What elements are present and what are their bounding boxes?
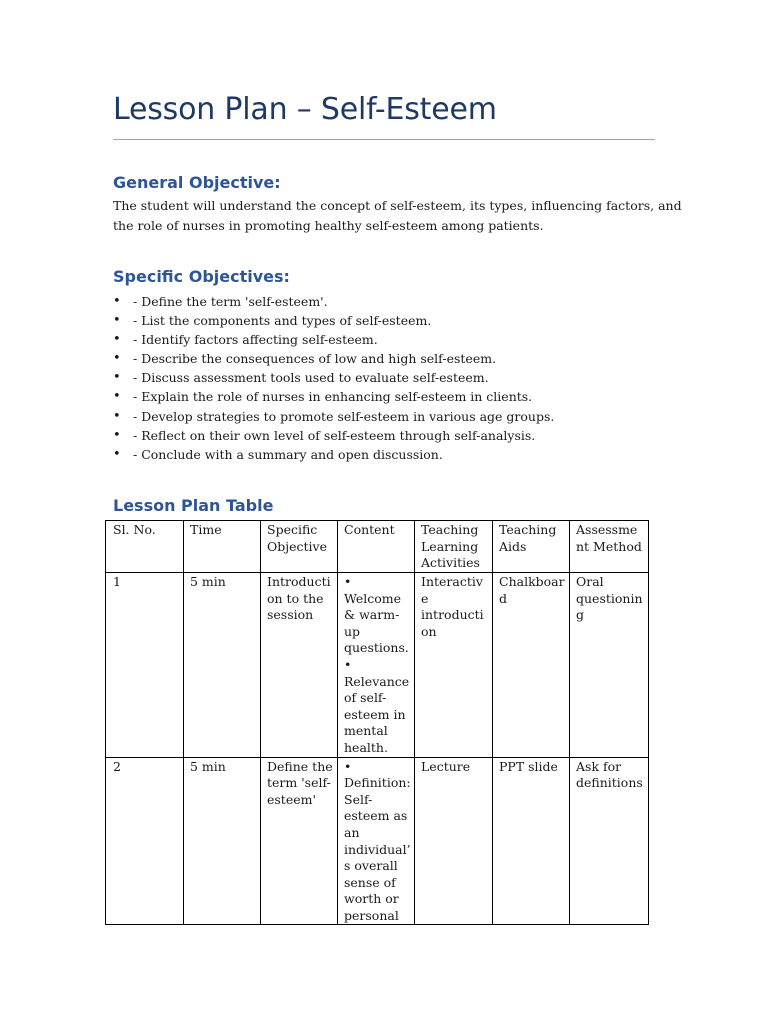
- cell-line: Specific: [267, 522, 318, 537]
- table-header-row: [106, 521, 649, 573]
- cell-line: questions.: [344, 640, 409, 656]
- cell-line: 5 min: [190, 758, 226, 774]
- cell-line: personal: [344, 907, 399, 923]
- paragraph-line: the role of nurses in promoting healthy self-esteem among patients.: [113, 218, 544, 233]
- specific-objectives-heading: Specific Objectives:: [113, 267, 290, 286]
- table-row: [106, 757, 649, 925]
- table-cell: [184, 757, 261, 925]
- table-cell: [106, 757, 184, 925]
- objective-text: - Define the term 'self-esteem'.: [133, 294, 328, 309]
- bullet-icon: •: [113, 427, 121, 443]
- paragraph-line: The student will understand the concept of self-esteem, its types, influencing factors, and: [113, 198, 682, 213]
- cell-line: Activities: [421, 555, 480, 571]
- table-cell: [261, 757, 338, 925]
- general-objective-heading: General Objective:: [113, 173, 281, 192]
- table-cell: [415, 573, 493, 758]
- cell-line: s overall: [344, 858, 398, 874]
- cell-line: sense of: [344, 874, 396, 890]
- cell-line: Content: [344, 522, 395, 537]
- lesson-plan-table-heading: Lesson Plan Table: [113, 496, 274, 515]
- objective-text: - Describe the consequences of low and high self-esteem.: [133, 351, 497, 367]
- bullet-icon: •: [113, 446, 121, 462]
- bullet-icon: •: [113, 332, 121, 348]
- cell-line: Chalkboar: [499, 574, 565, 589]
- cell-line: Welcome: [344, 590, 402, 606]
- cell-line: g: [576, 607, 585, 623]
- cell-line: Objective: [267, 538, 328, 554]
- bullet-icon: •: [113, 313, 121, 329]
- cell-line: term 'self-: [267, 775, 331, 791]
- cell-line: 5 min: [190, 574, 226, 589]
- table-cell: [570, 573, 649, 758]
- table-header-cell: [261, 521, 338, 573]
- cell-line: Sl. No.: [113, 522, 156, 537]
- cell-line: on to the: [267, 590, 324, 606]
- cell-line: individual’: [344, 841, 411, 857]
- table-cell: [106, 573, 184, 758]
- cell-line: up: [344, 623, 361, 639]
- cell-line: esteem as: [344, 808, 408, 824]
- page-title: Lesson Plan – Self-Esteem: [113, 92, 497, 127]
- cell-line: health.: [344, 739, 388, 755]
- cell-line: Self-: [344, 791, 373, 807]
- general-objective-text: [113, 196, 682, 236]
- cell-line: e: [421, 590, 429, 606]
- cell-line: questionin: [576, 590, 643, 606]
- table-cell: [415, 757, 493, 925]
- cell-line: session: [267, 607, 314, 623]
- cell-line: Teaching: [421, 522, 479, 537]
- bullet-icon: •: [113, 370, 121, 386]
- cell-line: 1: [113, 574, 121, 589]
- cell-line: & warm-: [344, 607, 400, 623]
- cell-line: •: [344, 574, 352, 589]
- table-header-cell: [493, 521, 570, 573]
- table-header-cell: [184, 521, 261, 573]
- cell-line: mental: [344, 723, 388, 739]
- objective-text: - Develop strategies to promote self-esteem in various age groups.: [133, 408, 555, 424]
- cell-line: Interactiv: [421, 574, 483, 589]
- table-cell: [493, 573, 570, 758]
- cell-line: 2: [113, 758, 121, 774]
- cell-line: Learning: [421, 538, 479, 554]
- cell-line: worth or: [344, 891, 399, 907]
- objective-text: - Explain the role of nurses in enhancing self-esteem in clients.: [133, 389, 533, 405]
- objective-text: - Conclude with a summary and open discussion.: [133, 446, 443, 462]
- objective-text: - Reflect on their own level of self-esteem through self-analysis.: [133, 427, 536, 443]
- objective-text: - List the components and types of self-esteem.: [133, 313, 432, 329]
- table-cell: [493, 757, 570, 925]
- table-header-cell: [570, 521, 649, 573]
- cell-line: Ask for: [576, 758, 622, 774]
- cell-line: PPT slide: [499, 758, 558, 774]
- cell-line: Introducti: [267, 574, 331, 589]
- cell-line: esteem': [267, 791, 316, 807]
- cell-line: on: [421, 623, 437, 639]
- cell-line: Define the: [267, 758, 333, 774]
- table-row: [106, 573, 649, 758]
- cell-line: •: [344, 758, 352, 774]
- cell-line: Time: [190, 522, 222, 537]
- table-cell: [261, 573, 338, 758]
- bullet-icon: •: [113, 408, 121, 424]
- lesson-plan-table: [105, 520, 649, 925]
- cell-line: definitions: [576, 775, 643, 791]
- table-header-cell: [106, 521, 184, 573]
- table-cell: [338, 573, 415, 758]
- bullet-icon: •: [113, 294, 121, 309]
- cell-line: of self-: [344, 690, 387, 706]
- cell-line: •: [344, 656, 352, 672]
- cell-line: Relevance: [344, 673, 410, 689]
- table-header-cell: [338, 521, 415, 573]
- cell-line: Assessme: [576, 522, 638, 537]
- bullet-icon: •: [113, 351, 121, 367]
- cell-line: Lecture: [421, 758, 471, 774]
- cell-line: d: [499, 590, 508, 606]
- cell-line: Definition:: [344, 775, 411, 791]
- cell-line: Aids: [499, 538, 527, 554]
- cell-line: introducti: [421, 607, 484, 623]
- cell-line: nt Method: [576, 538, 642, 554]
- cell-line: an: [344, 824, 360, 840]
- cell-line: Teaching: [499, 522, 557, 537]
- objective-text: - Identify factors affecting self-esteem.: [133, 332, 378, 348]
- bullet-icon: •: [113, 389, 121, 405]
- cell-line: Oral: [576, 574, 604, 589]
- cell-line: esteem in: [344, 706, 406, 722]
- table-cell: [338, 757, 415, 925]
- table-cell: [570, 757, 649, 925]
- table-cell: [184, 573, 261, 758]
- objective-text: - Discuss assessment tools used to evaluate self-esteem.: [133, 370, 489, 386]
- title-divider: [113, 139, 655, 140]
- table-header-cell: [415, 521, 493, 573]
